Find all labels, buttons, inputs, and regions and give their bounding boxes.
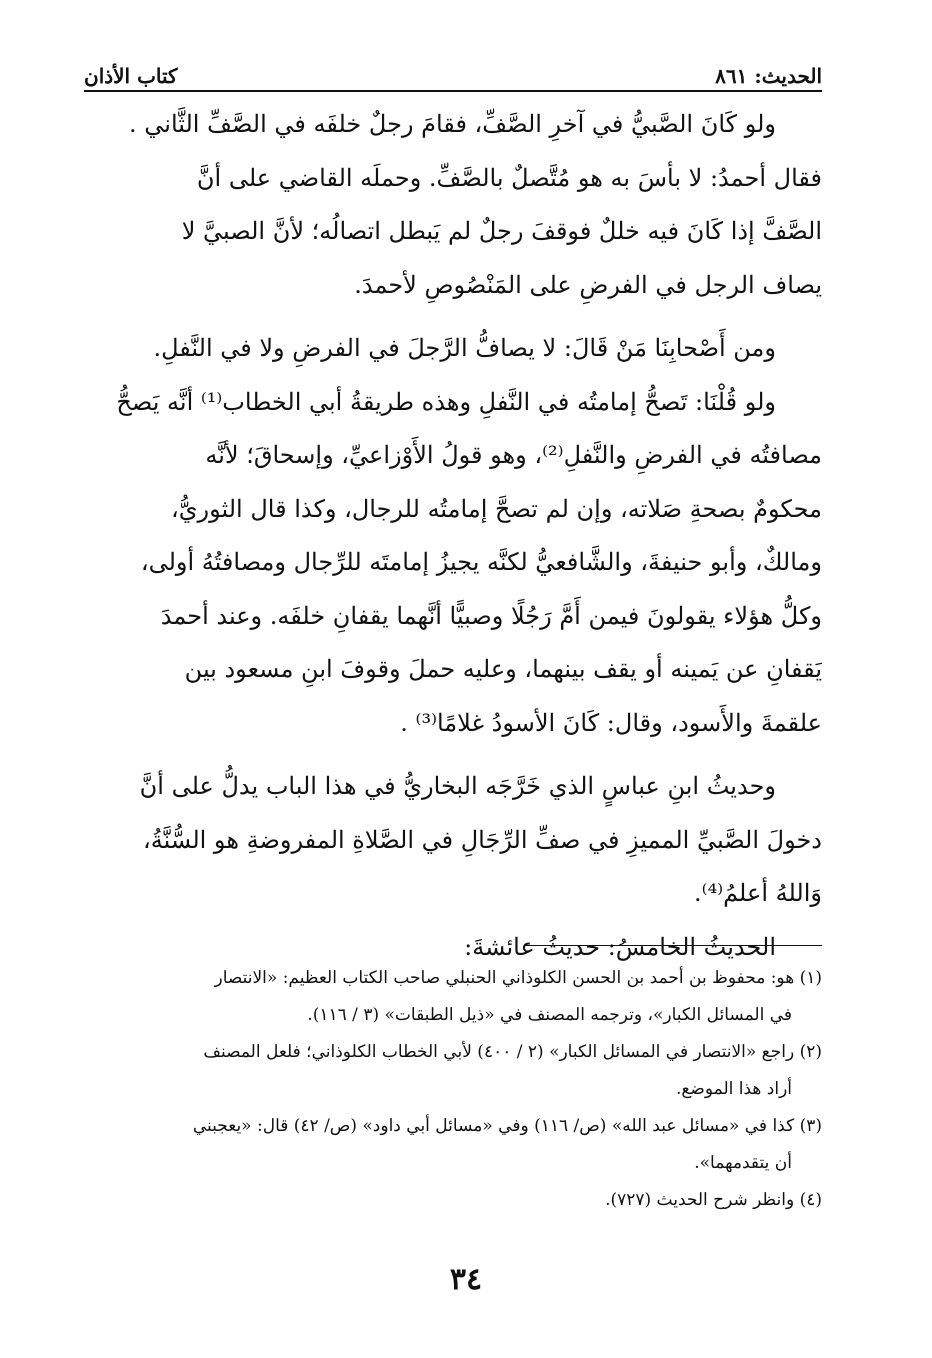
text-line: محكومٌ بصحةِ صَلاته، وإن لم تصحَّ إمامتُه للرجال، وكذا قال الثوريُّ، (170, 494, 822, 523)
footnote-divider (524, 945, 822, 946)
hadith-number-label: الحديث: ٨٦١ (715, 64, 822, 88)
footnote-line: (١) هو: محفوظ بن أحمد بن الحسن الكلوذاني الحنبلي صاحب الكتاب العظيم: «الانتصار (214, 968, 822, 988)
footnote-line: أن يتقدمهما». (694, 1153, 792, 1173)
book-title: كتاب الأذان (84, 64, 178, 88)
footnote-line: في المسائل الكبار»، وترجمه المصنف في «ذيل الطبقات» (٣ / ١١٦). (307, 1005, 792, 1025)
text-line: ولو قُلْنَا: تَصحُّ إمامتُه في النَّفلِ وهذه طريقةُ أبي الخطاب⁽¹⁾ أنَّه يَصحُّ (116, 387, 776, 416)
footnote-line: (٣) كذا في «مسائل عبد الله» (ص/ ١١٦) وفي «مسائل أبي داود» (ص/ ٤٢) قال: «يعجبني (192, 1116, 822, 1136)
text-line: ومن أَصْحابِنَا مَنْ قَالَ: لا يصافُّ الرَّجلَ في الفرضِ ولا في النَّفلِ. (153, 334, 776, 362)
text-line: يَقفانِ عن يَمينه أو يقف بينهما، وعليه حملَ وقوفَ ابنِ مسعود بين (184, 655, 822, 683)
footnote-line: (٢) راجع «الانتصار في المسائل الكبار» (٢ / ٤٠٠) لأبي الخطاب الكلوذاني؛ فلعل المصنف (203, 1042, 822, 1062)
section-heading: الحديثُ الخامسُ: حديثُ عائشةَ: (464, 932, 776, 961)
text-line: ومالكٌ، وأبو حنيفةَ، والشَّافعيُّ لكنَّه يجيزُ إمامتَه للرِّجال ومصافتُهُ أولى، (140, 548, 822, 576)
footnote-line: (٤) وانظر شرح الحديث (٧٢٧). (605, 1190, 822, 1210)
footnote-line: أراد هذا الموضع. (675, 1079, 792, 1099)
text-line: علقمةَ والأَسود، وقال: كَانَ الأسودُ غلامًا⁽³⁾ . (400, 708, 822, 737)
footnotes (84, 960, 822, 1219)
main-text (84, 98, 822, 974)
text-line: ولو كَانَ الصَّبيُّ في آخرِ الصَّفِّ، فقامَ رجلٌ خلفَه في الصَّفِّ الثَّاني . (129, 110, 776, 138)
text-line: وحديثُ ابنِ عباسٍ الذي خَرَّجَه البخاريُّ في هذا الباب يدلُّ على أنَّ (139, 772, 776, 800)
page-number: ٣٤ (449, 1262, 483, 1297)
text-line: وكلُّ هؤلاء يقولونَ فيمن أَمَّ رَجُلًا وصبيًّا أنَّهما يقفانِ خلفَه. وعند أحمدَ (160, 601, 822, 630)
text-line: يصاف الرجل في الفرضِ على المَنْصُوصِ لأحمدَ. (354, 270, 822, 299)
text-line: وَاللهُ أعلمُ⁽⁴⁾. (694, 879, 822, 907)
text-line: الصَّفَّ إذا كَانَ فيه خللٌ فوقفَ رجلٌ لم يَبطل اتصالُه؛ لأنَّ الصبيَّ لا (181, 217, 822, 245)
text-line: دخولَ الصَّبيِّ المميزِ في صفِّ الرِّجَالِ في الصَّلاةِ المفروضةِ هو السُّنَّةُ، (143, 825, 822, 854)
text-line: فقال أحمدُ: لا بأسَ به هو مُتَّصلٌ بالصَّفِّ. وحملَه القاضي على أنَّ (196, 163, 822, 192)
running-header (84, 46, 822, 92)
text-line: مصافتُه في الفرضِ والنَّفلِ⁽²⁾، وهو قولُ الأَوْزاعيِّ، وإسحاقَ؛ لأنَّه (205, 441, 822, 469)
